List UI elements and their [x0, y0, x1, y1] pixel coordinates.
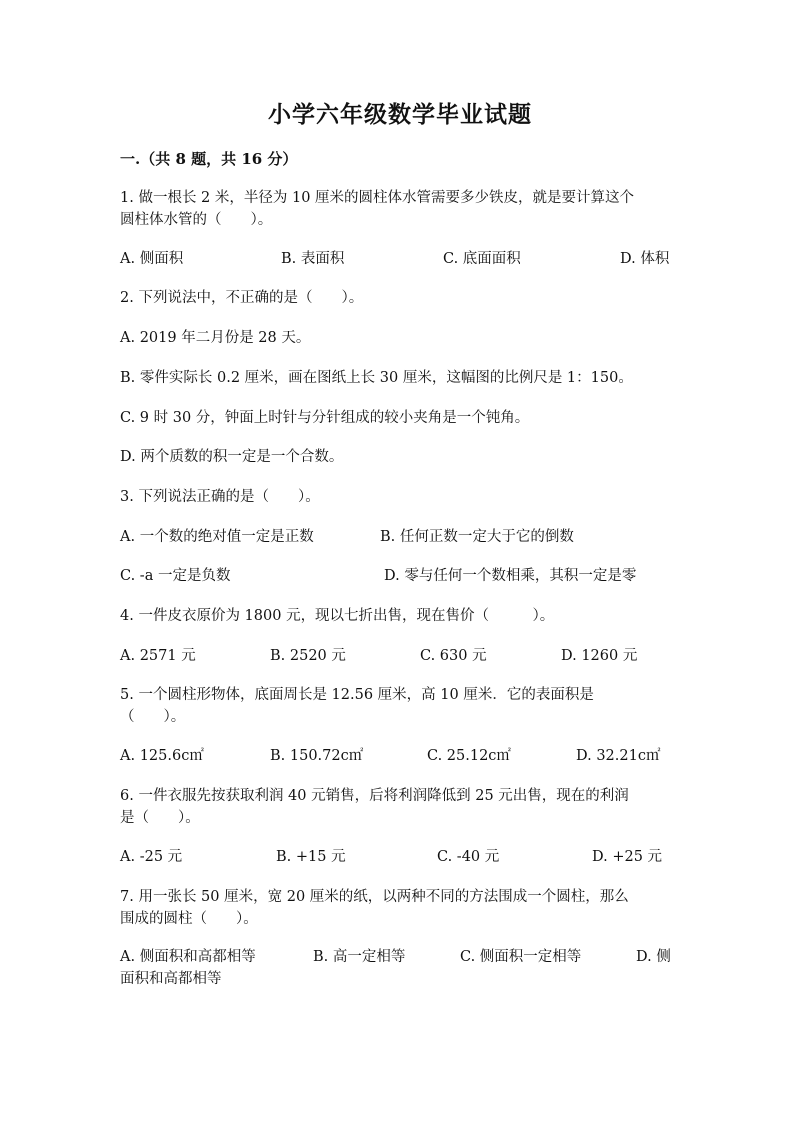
question-3-option-a: A. 一个数的绝对值一定是正数: [120, 529, 314, 545]
question-5-option-c: C. 25.12c㎡: [427, 748, 511, 764]
question-4-option-a: A. 2571 元: [120, 648, 196, 664]
section-heading: 一.（共 8 题，共 16 分）: [120, 150, 298, 168]
question-4-stem: 4. 一件皮衣原价为 1800 元，现以七折出售，现在售价（ ）。: [120, 608, 555, 624]
question-3-option-d: D. 零与任何一个数相乘，其积一定是零: [384, 568, 637, 584]
question-6-stem-line-2: 是（ ）。: [120, 810, 200, 826]
question-2-option-a: A. 2019 年二月份是 28 天。: [120, 330, 311, 346]
question-1-stem-line-2: 圆柱体水管的（ ）。: [120, 212, 273, 228]
question-1-stem-line-1: 1. 做一根长 2 米，半径为 10 厘米的圆柱体水管需要多少铁皮，就是要计算这个: [120, 190, 635, 206]
question-3-option-c: C. -a 一定是负数: [120, 568, 231, 584]
question-7-stem-line-2: 围成的圆柱（ ）。: [120, 911, 258, 927]
question-4-option-b: B. 2520 元: [270, 648, 346, 664]
question-5-option-d: D. 32.21c㎡: [576, 748, 661, 764]
question-6-stem-line-1: 6. 一件衣服先按获取利润 40 元销售，后将利润降低到 25 元出售，现在的利润: [120, 788, 629, 804]
question-7-option-a: A. 侧面积和高都相等: [120, 949, 256, 965]
question-7-option-b: B. 高一定相等: [313, 949, 406, 965]
question-5-option-a: A. 125.6c㎡: [120, 748, 204, 764]
question-3-stem: 3. 下列说法正确的是（ ）。: [120, 489, 320, 505]
question-4-option-d: D. 1260 元: [561, 648, 638, 664]
question-7-option-c: C. 侧面积一定相等: [460, 949, 582, 965]
question-1-option-d: D. 体积: [620, 251, 670, 267]
question-5-stem-line-1: 5. 一个圆柱形物体，底面周长是 12.56 厘米，高 10 厘米．它的表面积是: [120, 687, 594, 703]
question-7-option-d: D. 侧: [636, 949, 671, 965]
question-6-option-d: D. +25 元: [592, 849, 663, 865]
question-2-option-d: D. 两个质数的积一定是一个合数。: [120, 449, 344, 465]
question-2-option-b: B. 零件实际长 0.2 厘米，画在图纸上长 30 厘米，这幅图的比例尺是 1：150。: [120, 370, 633, 386]
question-5-option-b: B. 150.72c㎡: [270, 748, 364, 764]
question-7-option-d-continued: 面积和高都相等: [120, 971, 222, 987]
question-6-option-b: B. +15 元: [276, 849, 346, 865]
exam-title: 小学六年级数学毕业试题: [268, 101, 532, 128]
question-2-option-c: C. 9 时 30 分，钟面上时针与分针组成的较小夹角是一个钝角。: [120, 410, 530, 426]
question-1-option-c: C. 底面面积: [443, 251, 521, 267]
question-1-option-b: B. 表面积: [281, 251, 345, 267]
question-3-option-b: B. 任何正数一定大于它的倒数: [380, 529, 574, 545]
question-6-option-a: A. -25 元: [120, 849, 183, 865]
question-7-stem-line-1: 7. 用一张长 50 厘米，宽 20 厘米的纸，以两种不同的方法围成一个圆柱，那么: [120, 889, 629, 905]
question-6-option-c: C. -40 元: [437, 849, 500, 865]
question-5-stem-line-2: （ ）。: [120, 709, 186, 725]
question-1-option-a: A. 侧面积: [120, 251, 184, 267]
question-4-option-c: C. 630 元: [420, 648, 487, 664]
question-2-stem: 2. 下列说法中，不正确的是（ ）。: [120, 290, 364, 306]
